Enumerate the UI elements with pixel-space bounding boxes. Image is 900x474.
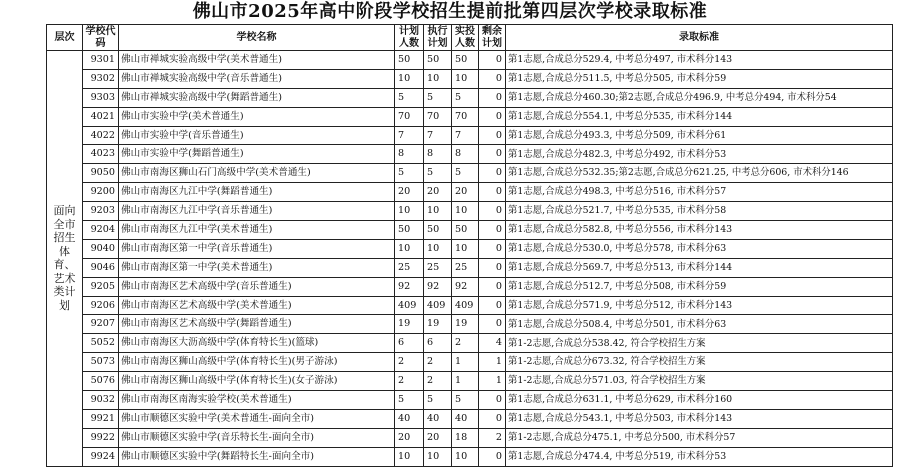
school-name: 佛山市顺德区实验中学(音乐特长生-面向全市) — [119, 428, 395, 447]
executed-count: 70 — [424, 107, 452, 126]
planned-count: 6 — [395, 334, 424, 353]
planned-count: 20 — [395, 183, 424, 202]
executed-count: 10 — [424, 447, 452, 466]
header-level: 层次 — [47, 25, 83, 51]
table-row — [47, 372, 893, 391]
planned-count: 20 — [395, 428, 424, 447]
school-name: 佛山市南海区九江中学(舞蹈普通生) — [119, 183, 395, 202]
admission-criteria: 第1-2志愿,合成总分538.42, 符合学校招生方案 — [506, 334, 893, 353]
school-name: 佛山市禅城实验高级中学(音乐普通生) — [119, 69, 395, 88]
remaining-count: 0 — [479, 88, 506, 107]
school-code: 9207 — [83, 315, 119, 334]
school-code: 9924 — [83, 447, 119, 466]
table-row — [47, 88, 893, 107]
planned-count: 50 — [395, 51, 424, 70]
executed-count: 6 — [424, 334, 452, 353]
table-row — [47, 126, 893, 145]
remaining-count: 0 — [479, 315, 506, 334]
remaining-count: 0 — [479, 51, 506, 70]
planned-count: 5 — [395, 391, 424, 410]
school-code: 9303 — [83, 88, 119, 107]
school-code: 9921 — [83, 409, 119, 428]
executed-count: 25 — [424, 258, 452, 277]
school-name: 佛山市顺德区实验中学(舞蹈特长生-面向全市) — [119, 447, 395, 466]
admission-criteria: 第1志愿,合成总分631.1, 中考总分629, 市术科分160 — [506, 391, 893, 410]
school-name: 佛山市南海区狮山石门高级中学(美术普通生) — [119, 164, 395, 183]
planned-count: 5 — [395, 164, 424, 183]
planned-count: 25 — [395, 258, 424, 277]
admission-criteria: 第1志愿,合成总分493.3, 中考总分509, 市术科分61 — [506, 126, 893, 145]
table-row — [47, 107, 893, 126]
executed-count: 40 — [424, 409, 452, 428]
table-row — [47, 51, 893, 70]
planned-count: 10 — [395, 202, 424, 221]
remaining-count: 0 — [479, 164, 506, 183]
header-name: 学校名称 — [119, 25, 395, 51]
planned-count: 70 — [395, 107, 424, 126]
planned-count: 92 — [395, 277, 424, 296]
executed-count: 10 — [424, 239, 452, 258]
school-name: 佛山市南海区艺术高级中学(舞蹈普通生) — [119, 315, 395, 334]
enrolled-count: 409 — [452, 296, 479, 315]
remaining-count: 0 — [479, 126, 506, 145]
executed-count: 5 — [424, 164, 452, 183]
admission-criteria: 第1志愿,合成总分529.4, 中考总分497, 市术科分143 — [506, 51, 893, 70]
school-code: 9050 — [83, 164, 119, 183]
remaining-count: 0 — [479, 391, 506, 410]
table-row — [47, 391, 893, 410]
table-row — [47, 447, 893, 466]
school-code: 4022 — [83, 126, 119, 145]
school-code: 5076 — [83, 372, 119, 391]
enrolled-count: 25 — [452, 258, 479, 277]
table-row — [47, 409, 893, 428]
school-name: 佛山市禅城实验高级中学(舞蹈普通生) — [119, 88, 395, 107]
table-row — [47, 164, 893, 183]
school-name: 佛山市南海区狮山高级中学(体育特长生)(男子游泳) — [119, 353, 395, 372]
enrolled-count: 18 — [452, 428, 479, 447]
school-name: 佛山市顺德区实验中学(美术普通生-面向全市) — [119, 409, 395, 428]
remaining-count: 0 — [479, 107, 506, 126]
remaining-count: 0 — [479, 183, 506, 202]
school-name: 佛山市实验中学(舞蹈普通生) — [119, 145, 395, 164]
table-row — [47, 315, 893, 334]
planned-count: 10 — [395, 239, 424, 258]
admission-criteria: 第1志愿,合成总分543.1, 中考总分503, 市术科分143 — [506, 409, 893, 428]
admission-criteria: 第1志愿,合成总分569.7, 中考总分513, 市术科分144 — [506, 258, 893, 277]
header-executed: 执行计划 — [424, 25, 452, 51]
school-name: 佛山市南海区九江中学(音乐普通生) — [119, 202, 395, 221]
school-code: 4023 — [83, 145, 119, 164]
admission-criteria: 第1志愿,合成总分554.1, 中考总分535, 市术科分144 — [506, 107, 893, 126]
remaining-count: 2 — [479, 428, 506, 447]
admission-criteria: 第1志愿,合成总分571.9, 中考总分512, 市术科分143 — [506, 296, 893, 315]
header-code: 学校代码 — [83, 25, 119, 51]
school-code: 9922 — [83, 428, 119, 447]
admission-criteria: 第1志愿,合成总分511.5, 中考总分505, 市术科分59 — [506, 69, 893, 88]
admission-criteria: 第1志愿,合成总分498.3, 中考总分516, 市术科分57 — [506, 183, 893, 202]
executed-count: 8 — [424, 145, 452, 164]
remaining-count: 0 — [479, 221, 506, 240]
page-title: 佛山市2025年高中阶段学校招生提前批第四层次学校录取标准 — [192, 1, 708, 22]
executed-count: 20 — [424, 428, 452, 447]
planned-count: 5 — [395, 88, 424, 107]
school-name: 佛山市南海区狮山高级中学(体育特长生)(女子游泳) — [119, 372, 395, 391]
remaining-count: 0 — [479, 409, 506, 428]
admission-criteria: 第1志愿,合成总分521.7, 中考总分535, 市术科分58 — [506, 202, 893, 221]
planned-count: 50 — [395, 221, 424, 240]
admission-table — [46, 24, 893, 467]
table-row — [47, 296, 893, 315]
enrolled-count: 5 — [452, 164, 479, 183]
remaining-count: 4 — [479, 334, 506, 353]
table-row — [47, 334, 893, 353]
school-name: 佛山市南海区艺术高级中学(美术普通生) — [119, 296, 395, 315]
remaining-count: 0 — [479, 258, 506, 277]
remaining-count: 0 — [479, 296, 506, 315]
school-code: 9203 — [83, 202, 119, 221]
planned-count: 409 — [395, 296, 424, 315]
executed-count: 20 — [424, 183, 452, 202]
enrolled-count: 20 — [452, 183, 479, 202]
school-name: 佛山市南海区第一中学(音乐普通生) — [119, 239, 395, 258]
school-name: 佛山市南海区艺术高级中学(音乐普通生) — [119, 277, 395, 296]
enrolled-count: 7 — [452, 126, 479, 145]
executed-count: 92 — [424, 277, 452, 296]
planned-count: 40 — [395, 409, 424, 428]
header-criteria: 录取标准 — [506, 25, 893, 51]
enrolled-count: 2 — [452, 334, 479, 353]
school-code: 9302 — [83, 69, 119, 88]
enrolled-count: 50 — [452, 221, 479, 240]
admission-criteria: 第1志愿,合成总分530.0, 中考总分578, 市术科分63 — [506, 239, 893, 258]
enrolled-count: 40 — [452, 409, 479, 428]
table-row — [47, 239, 893, 258]
admission-criteria: 第1-2志愿,合成总分673.32, 符合学校招生方案 — [506, 353, 893, 372]
executed-count: 50 — [424, 51, 452, 70]
school-code: 9046 — [83, 258, 119, 277]
remaining-count: 0 — [479, 277, 506, 296]
table-row — [47, 183, 893, 202]
enrolled-count: 5 — [452, 88, 479, 107]
enrolled-count: 10 — [452, 69, 479, 88]
school-name: 佛山市实验中学(美术普通生) — [119, 107, 395, 126]
planned-count: 10 — [395, 447, 424, 466]
executed-count: 10 — [424, 69, 452, 88]
executed-count: 2 — [424, 372, 452, 391]
header-planned: 计划人数 — [395, 25, 424, 51]
enrolled-count: 50 — [452, 51, 479, 70]
table-header-row — [47, 25, 893, 51]
table-row — [47, 202, 893, 221]
enrolled-count: 5 — [452, 391, 479, 410]
school-code: 5052 — [83, 334, 119, 353]
table-row — [47, 145, 893, 164]
school-code: 9205 — [83, 277, 119, 296]
planned-count: 10 — [395, 69, 424, 88]
planned-count: 2 — [395, 353, 424, 372]
remaining-count: 0 — [479, 145, 506, 164]
enrolled-count: 10 — [452, 202, 479, 221]
enrolled-count: 1 — [452, 372, 479, 391]
executed-count: 409 — [424, 296, 452, 315]
planned-count: 8 — [395, 145, 424, 164]
remaining-count: 0 — [479, 239, 506, 258]
school-code: 9301 — [83, 51, 119, 70]
table-row — [47, 353, 893, 372]
enrolled-count: 92 — [452, 277, 479, 296]
admission-criteria: 第1志愿,合成总分582.8, 中考总分556, 市术科分143 — [506, 221, 893, 240]
table-row — [47, 221, 893, 240]
school-code: 5073 — [83, 353, 119, 372]
enrolled-count: 10 — [452, 239, 479, 258]
planned-count: 7 — [395, 126, 424, 145]
admission-criteria: 第1志愿,合成总分512.7, 中考总分508, 市术科分59 — [506, 277, 893, 296]
school-code: 4021 — [83, 107, 119, 126]
school-code: 9040 — [83, 239, 119, 258]
table-row — [47, 428, 893, 447]
table-row — [47, 69, 893, 88]
level-cell: 面向全市招生体育、艺术类计划 — [47, 51, 83, 467]
admission-criteria: 第1志愿,合成总分508.4, 中考总分501, 市术科分63 — [506, 315, 893, 334]
table-row — [47, 258, 893, 277]
remaining-count: 0 — [479, 202, 506, 221]
school-code: 9032 — [83, 391, 119, 410]
school-name: 佛山市南海区九江中学(美术普通生) — [119, 221, 395, 240]
enrolled-count: 10 — [452, 447, 479, 466]
school-code: 9206 — [83, 296, 119, 315]
admission-criteria: 第1志愿,合成总分460.30;第2志愿,合成总分496.9, 中考总分494, 市术科分54 — [506, 88, 893, 107]
planned-count: 2 — [395, 372, 424, 391]
executed-count: 7 — [424, 126, 452, 145]
school-name: 佛山市南海区大沥高级中学(体育特长生)(篮球) — [119, 334, 395, 353]
executed-count: 5 — [424, 88, 452, 107]
admission-criteria: 第1志愿,合成总分532.35;第2志愿,合成总分621.25, 中考总分606, 市术科分146 — [506, 164, 893, 183]
enrolled-count: 19 — [452, 315, 479, 334]
admission-criteria: 第1-2志愿,合成总分475.1, 中考总分500, 市术科分57 — [506, 428, 893, 447]
executed-count: 50 — [424, 221, 452, 240]
executed-count: 19 — [424, 315, 452, 334]
header-remaining: 剩余计划 — [479, 25, 506, 51]
admission-criteria: 第1志愿,合成总分474.4, 中考总分519, 市术科分53 — [506, 447, 893, 466]
table-row — [47, 277, 893, 296]
remaining-count: 1 — [479, 372, 506, 391]
enrolled-count: 8 — [452, 145, 479, 164]
school-code: 9204 — [83, 221, 119, 240]
school-name: 佛山市禅城实验高级中学(美术普通生) — [119, 51, 395, 70]
remaining-count: 0 — [479, 69, 506, 88]
enrolled-count: 70 — [452, 107, 479, 126]
executed-count: 10 — [424, 202, 452, 221]
remaining-count: 0 — [479, 447, 506, 466]
executed-count: 5 — [424, 391, 452, 410]
school-name: 佛山市南海区第一中学(美术普通生) — [119, 258, 395, 277]
planned-count: 19 — [395, 315, 424, 334]
enrolled-count: 1 — [452, 353, 479, 372]
admission-criteria: 第1志愿,合成总分482.3, 中考总分492, 市术科分53 — [506, 145, 893, 164]
header-enrolled: 实投人数 — [452, 25, 479, 51]
executed-count: 2 — [424, 353, 452, 372]
admission-criteria: 第1-2志愿,合成总分571.03, 符合学校招生方案 — [506, 372, 893, 391]
school-code: 9200 — [83, 183, 119, 202]
school-name: 佛山市实验中学(音乐普通生) — [119, 126, 395, 145]
school-name: 佛山市南海区南海实验学校(美术普通生) — [119, 391, 395, 410]
remaining-count: 1 — [479, 353, 506, 372]
